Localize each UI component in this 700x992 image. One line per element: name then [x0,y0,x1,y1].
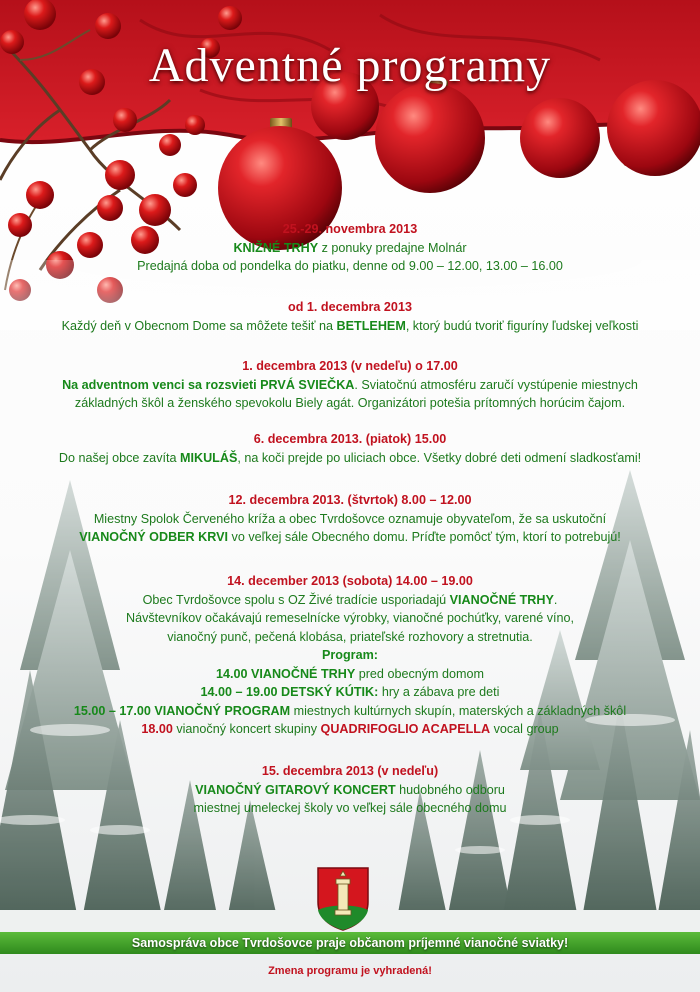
event-text: VIANOČNÝ GITAROVÝ KONCERT [195,782,396,797]
event-text: Obec Tvrdošovce spolu s OZ Živé tradície usporiadajú [142,592,450,607]
event-line [0,394,700,413]
event-line [0,781,700,800]
event-date: 1. decembra 2013 (v nedeľu) o 17.00 [242,359,458,373]
event-text: vianočný punč, pečená klobása, priateľské rozhovory a stretnutia. [167,629,533,644]
event-text: Každý deň v Obecnom Dome sa môžete tešiť na [61,318,337,333]
event-text: 15.00 – 17.00 VIANOČNÝ PROGRAM [73,703,291,718]
event-text: VIANOČNÝ ODBER KRVI [79,530,229,544]
event-line [0,609,700,628]
event-text: hudobného odboru [395,782,505,797]
event-text: BETLEHEM [336,318,406,333]
event-text: vianočný koncert skupiny [172,722,321,736]
event-date: od 1. decembra 2013 [288,300,412,314]
event-block [0,430,700,467]
event-text: , na koči prejde po uliciach obce. Všetky dobré deti odmení sladkosťami! [237,450,642,465]
program-change-note: Zmena programu je vyhradená! [268,965,432,977]
event-block [0,572,700,739]
event-text: . Sviatočnú atmosféru zaručí vystúpenie miestnych [354,377,638,392]
event-text: z ponuky predajne Molnár [318,240,467,255]
village-coat-of-arms [316,866,370,932]
event-date: 14. december 2013 (sobota) 14.00 – 19.00 [227,574,473,588]
event-block [0,298,700,335]
event-line [0,317,700,336]
event-text: 14.00 VIANOČNÉ TRHY [215,666,356,681]
poster-title: Adventné programy [148,39,552,92]
event-text: vo veľkej sále Obecného domu. Príďte pomôcť tým, ktorí to potrebujú! [228,530,621,544]
event-text: hry a zábava pre deti [378,685,500,699]
event-block [0,357,700,413]
event-line [0,528,700,547]
event-text: QUADRIFOGLIO ACAPELLA [320,722,491,736]
event-text: miestnych kultúrnych skupín, materských a základných škôl [290,703,627,718]
event-date: 15. decembra 2013 (v nedeľu) [261,764,439,778]
event-text: Predajná doba od pondelka do piatku, denne od 9.00 – 12.00, 13.00 – 16.00 [137,259,563,273]
event-text: KNIŽNÉ TRHY [233,240,319,255]
event-text: miestnej umeleckej školy vo veľkej sále obecného domu [193,801,507,815]
event-line [0,591,700,610]
footer-greeting: Samospráva obce Tvrdošovce praje občanom príjemné vianočné sviatky! [131,936,569,950]
event-text: Miestny Spolok Červeného kríža a obec Tvrdošovce oznamuje obyvateľom, že sa uskutoční [93,511,607,526]
event-line [0,376,700,395]
event-line [0,257,700,276]
event-line [0,239,700,258]
event-text: 18.00 [141,722,173,736]
event-text: Na adventnom venci sa rozsvieti [62,377,261,392]
event-text: MIKULÁŠ [180,450,238,465]
event-text: Program: [322,648,378,662]
event-line [0,646,700,665]
event-text: . [553,592,558,607]
event-date: 25.-29. novembra 2013 [282,222,418,236]
event-text: vocal group [490,722,559,736]
event-text: pred obecným domom [355,666,485,681]
event-text: 14.00 – 19.00 DETSKÝ KÚTIK: [200,685,379,699]
event-text: základných škôl a ženského spevokolu Biely agát. Organizátori potešia prítomných horúcim čajom. [74,396,626,410]
event-text: Do našej obce zavíta [58,450,180,465]
event-line [0,628,700,647]
event-line [0,702,700,721]
event-line [0,720,700,739]
event-date: 6. decembra 2013. (piatok) 15.00 [253,432,447,446]
event-block [0,491,700,547]
event-text: , ktorý budú tvoriť figuríny ľudskej veľkosti [405,318,639,333]
event-date: 12. decembra 2013. (štvrtok) 8.00 – 12.00 [228,493,472,507]
event-line [0,510,700,529]
event-text: PRVÁ SVIEČKA [260,377,355,392]
event-text: Návštevníkov očakávajú remeselnícke výrobky, vianočné pochúťky, varené víno, [125,611,575,625]
event-line [0,683,700,702]
event-block [0,220,700,276]
event-block [0,762,700,818]
event-line [0,799,700,818]
event-line [0,665,700,684]
event-text: VIANOČNÉ TRHY [449,592,554,607]
event-line [0,449,700,468]
